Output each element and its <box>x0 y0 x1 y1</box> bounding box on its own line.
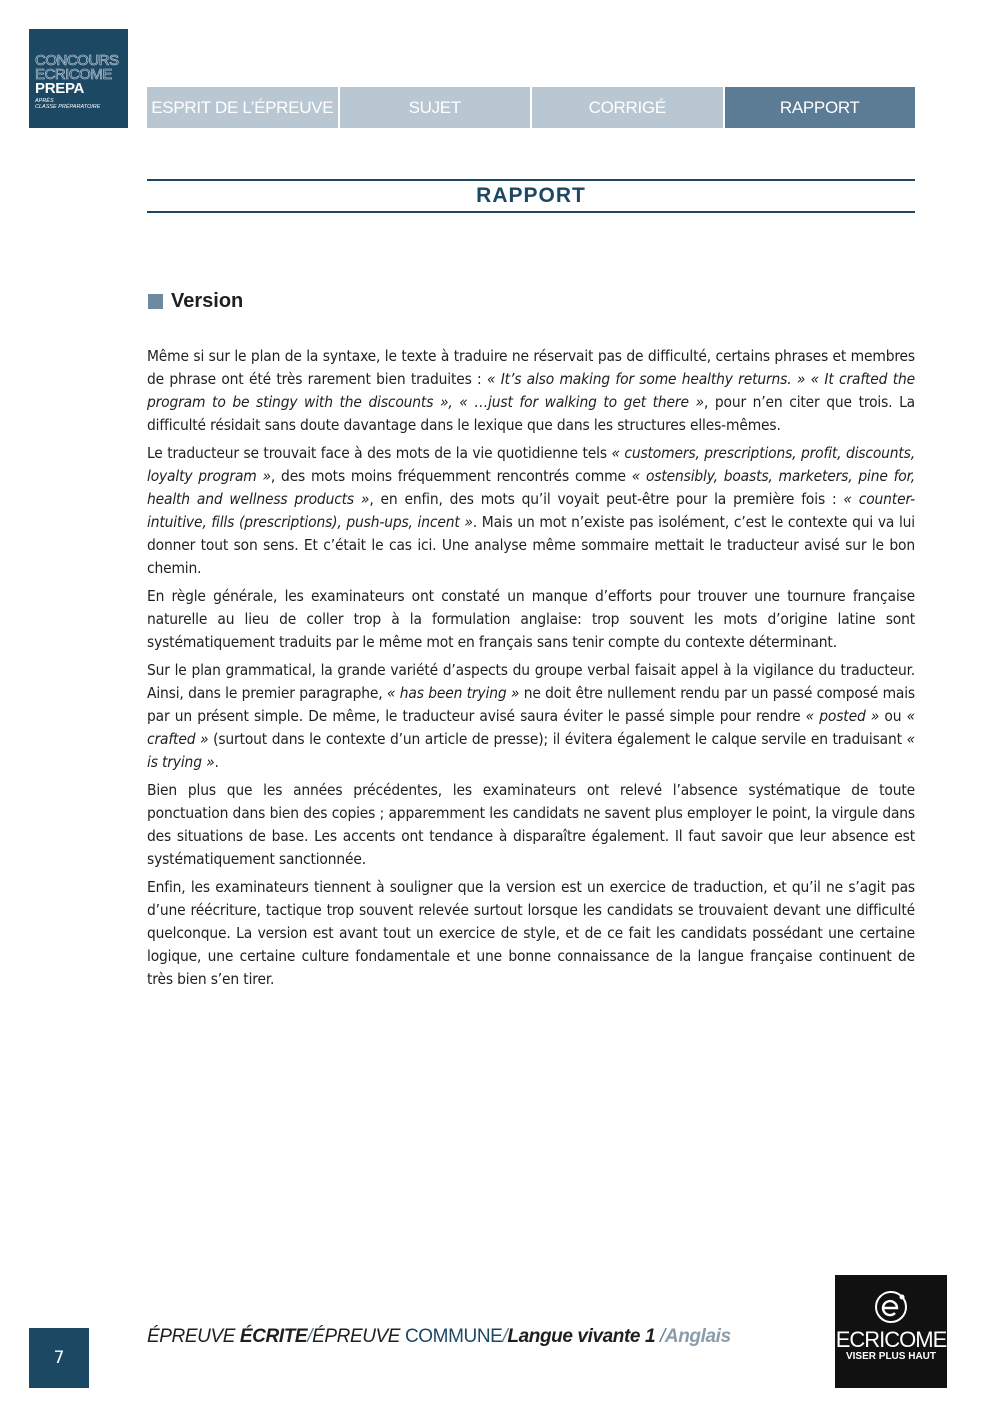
footer-separator: / <box>660 1326 665 1347</box>
footer-separator: / <box>307 1326 313 1347</box>
tab-corrige[interactable]: CORRIGÉ <box>532 87 723 128</box>
text-run: , des mots moins fréquemment rencontrés comme <box>270 467 632 485</box>
text-run: Bien plus que les années précédentes, les examinateurs ont relevé l’absence systématique de toute ponctuation dans bien des copies ; apparemment les candidats ne savent plus employer le point, la virgule dans des situations de base. Les accents ont tendance à disparaître également. Il faut savoir que leur absence est systématiquement sanctionnée. <box>147 781 915 868</box>
text-run: Enfin, les examinateurs tiennent à souligner que la version est un exercice de traduction, et qu’il ne s’agit pas d’une réécriture, tactique trop souvent relevée surtout lorsque les candidats se trouvaient devant une difficulté quelconque. La version est avant tout un exercice de style, et de ce fait les candidats possédant une certaine logique, une certaine culture fondamentale et une bonne connaissance de la langue française continuent de très bien s’en tirer. <box>147 878 915 988</box>
tab-sujet[interactable]: SUJET <box>340 87 531 128</box>
text-run: , pour n’en citer que trois. La difficulté résidait sans doute davantage dans le lexique que dans les structures elles-mêmes. <box>147 393 915 434</box>
logo-line-apres: APRÈS <box>35 98 54 104</box>
concours-ecricome-prepa-logo <box>29 29 128 128</box>
italic-quote: « is trying » <box>147 730 915 771</box>
footer-anglais: Anglais <box>664 1326 731 1347</box>
italic-quote: « counter-intuitive, fills (prescriptions), push-ups, incent » <box>147 490 915 531</box>
section-title: Version <box>171 290 244 312</box>
italic-quote: « ostensibly, boasts, marketers, pine for, health and wellness products » <box>147 467 915 508</box>
footer-epreuve-2: ÉPREUVE <box>312 1326 401 1347</box>
ecricome-logo-name: ECRICOME <box>835 1327 947 1352</box>
page-title-bar <box>147 179 915 213</box>
ecricome-logo-tagline: VISER PLUS HAUT <box>845 1351 936 1362</box>
text-run: . Mais un mot n’existe pas isolément, c’est le contexte qui va lui donner tout son sens. Et c’était le cas ici. Une analyse même sommaire mettait le traducteur avisé sur le bon chemin. <box>147 513 915 577</box>
footer-commune: COMMUNE <box>404 1326 503 1347</box>
paragraph-4 <box>147 659 915 774</box>
text-run: Même si sur le plan de la syntaxe, le texte à traduire ne réservait pas de difficulté, certains phrases et membres de phrase ont été très rarement bien traduites : <box>147 347 915 388</box>
footer-ecrite: ÉCRITE <box>239 1326 308 1347</box>
square-bullet-icon <box>148 294 163 309</box>
logo-line-concours: CONCOURS <box>35 52 119 69</box>
text-run: En règle générale, les examinateurs ont constaté un manque d’efforts pour trouver une tournure française naturelle au lieu de coller trop à la formulation anglaise: trop souvent les mots d’origine latine sont systématiquement traduits par le même mot en français sans tenir compte du contexte déterminant. <box>147 587 915 651</box>
ecricome-logo <box>835 1275 947 1388</box>
tab-esprit-de-l-epreuve[interactable]: ESPRIT DE L’ÉPREUVE <box>147 87 338 128</box>
logo-line-prepa: PREPA <box>35 80 85 97</box>
italic-quote: « customers, prescriptions, profit, discounts, loyalty program » <box>147 444 915 485</box>
logo-line-ecricome: ECRICOME <box>35 66 112 83</box>
footer-breadcrumb <box>147 1326 731 1348</box>
italic-quote: « posted » <box>805 707 880 725</box>
text-run: (surtout dans le contexte d’un article de presse); il évitera également le calque servile en traduisant <box>208 730 907 748</box>
italic-quote: « crafted » <box>147 707 915 748</box>
paragraph-2 <box>147 442 915 580</box>
italic-quote: « has been trying » <box>386 684 520 702</box>
report-body <box>147 345 915 996</box>
section-tabs <box>147 87 915 128</box>
page-number: 7 <box>29 1328 89 1388</box>
paragraph-5 <box>147 779 915 871</box>
paragraph-6 <box>147 876 915 991</box>
text-run: , en enfin, des mots qu’il voyait peut-être pour la première fois : <box>369 490 844 508</box>
section-heading <box>148 290 243 313</box>
text-run: . <box>214 753 219 771</box>
text-run: ne doit être nullement rendu par un passé composé mais par un présent simple. De même, le traducteur avisé saura éviter le passé simple pour rendre <box>147 684 916 725</box>
tab-rapport[interactable]: RAPPORT <box>725 87 916 128</box>
footer-epreuve: ÉPREUVE <box>147 1326 236 1347</box>
page-title: RAPPORT <box>476 184 586 207</box>
text-run: Sur le plan grammatical, la grande variété d’aspects du groupe verbal faisait appel à la vigilance du traducteur. Ainsi, dans le premier paragraphe, <box>147 661 915 702</box>
logo-line-classe: CLASSE PRÉPARATOIRE <box>35 104 101 110</box>
text-run: Le traducteur se trouvait face à des mots de la vie quotidienne tels <box>147 444 612 462</box>
footer-langue-vivante: Langue vivante 1 <box>507 1326 656 1347</box>
paragraph-3 <box>147 585 915 654</box>
ecricome-e-circle-icon <box>873 1289 909 1325</box>
text-run: ou <box>879 707 907 725</box>
italic-quote: « It’s also making for some healthy returns. » « It crafted the program to be stingy with the discounts », « …just for walking to get there » <box>147 370 915 411</box>
paragraph-1 <box>147 345 915 437</box>
footer-separator: / <box>502 1326 508 1347</box>
